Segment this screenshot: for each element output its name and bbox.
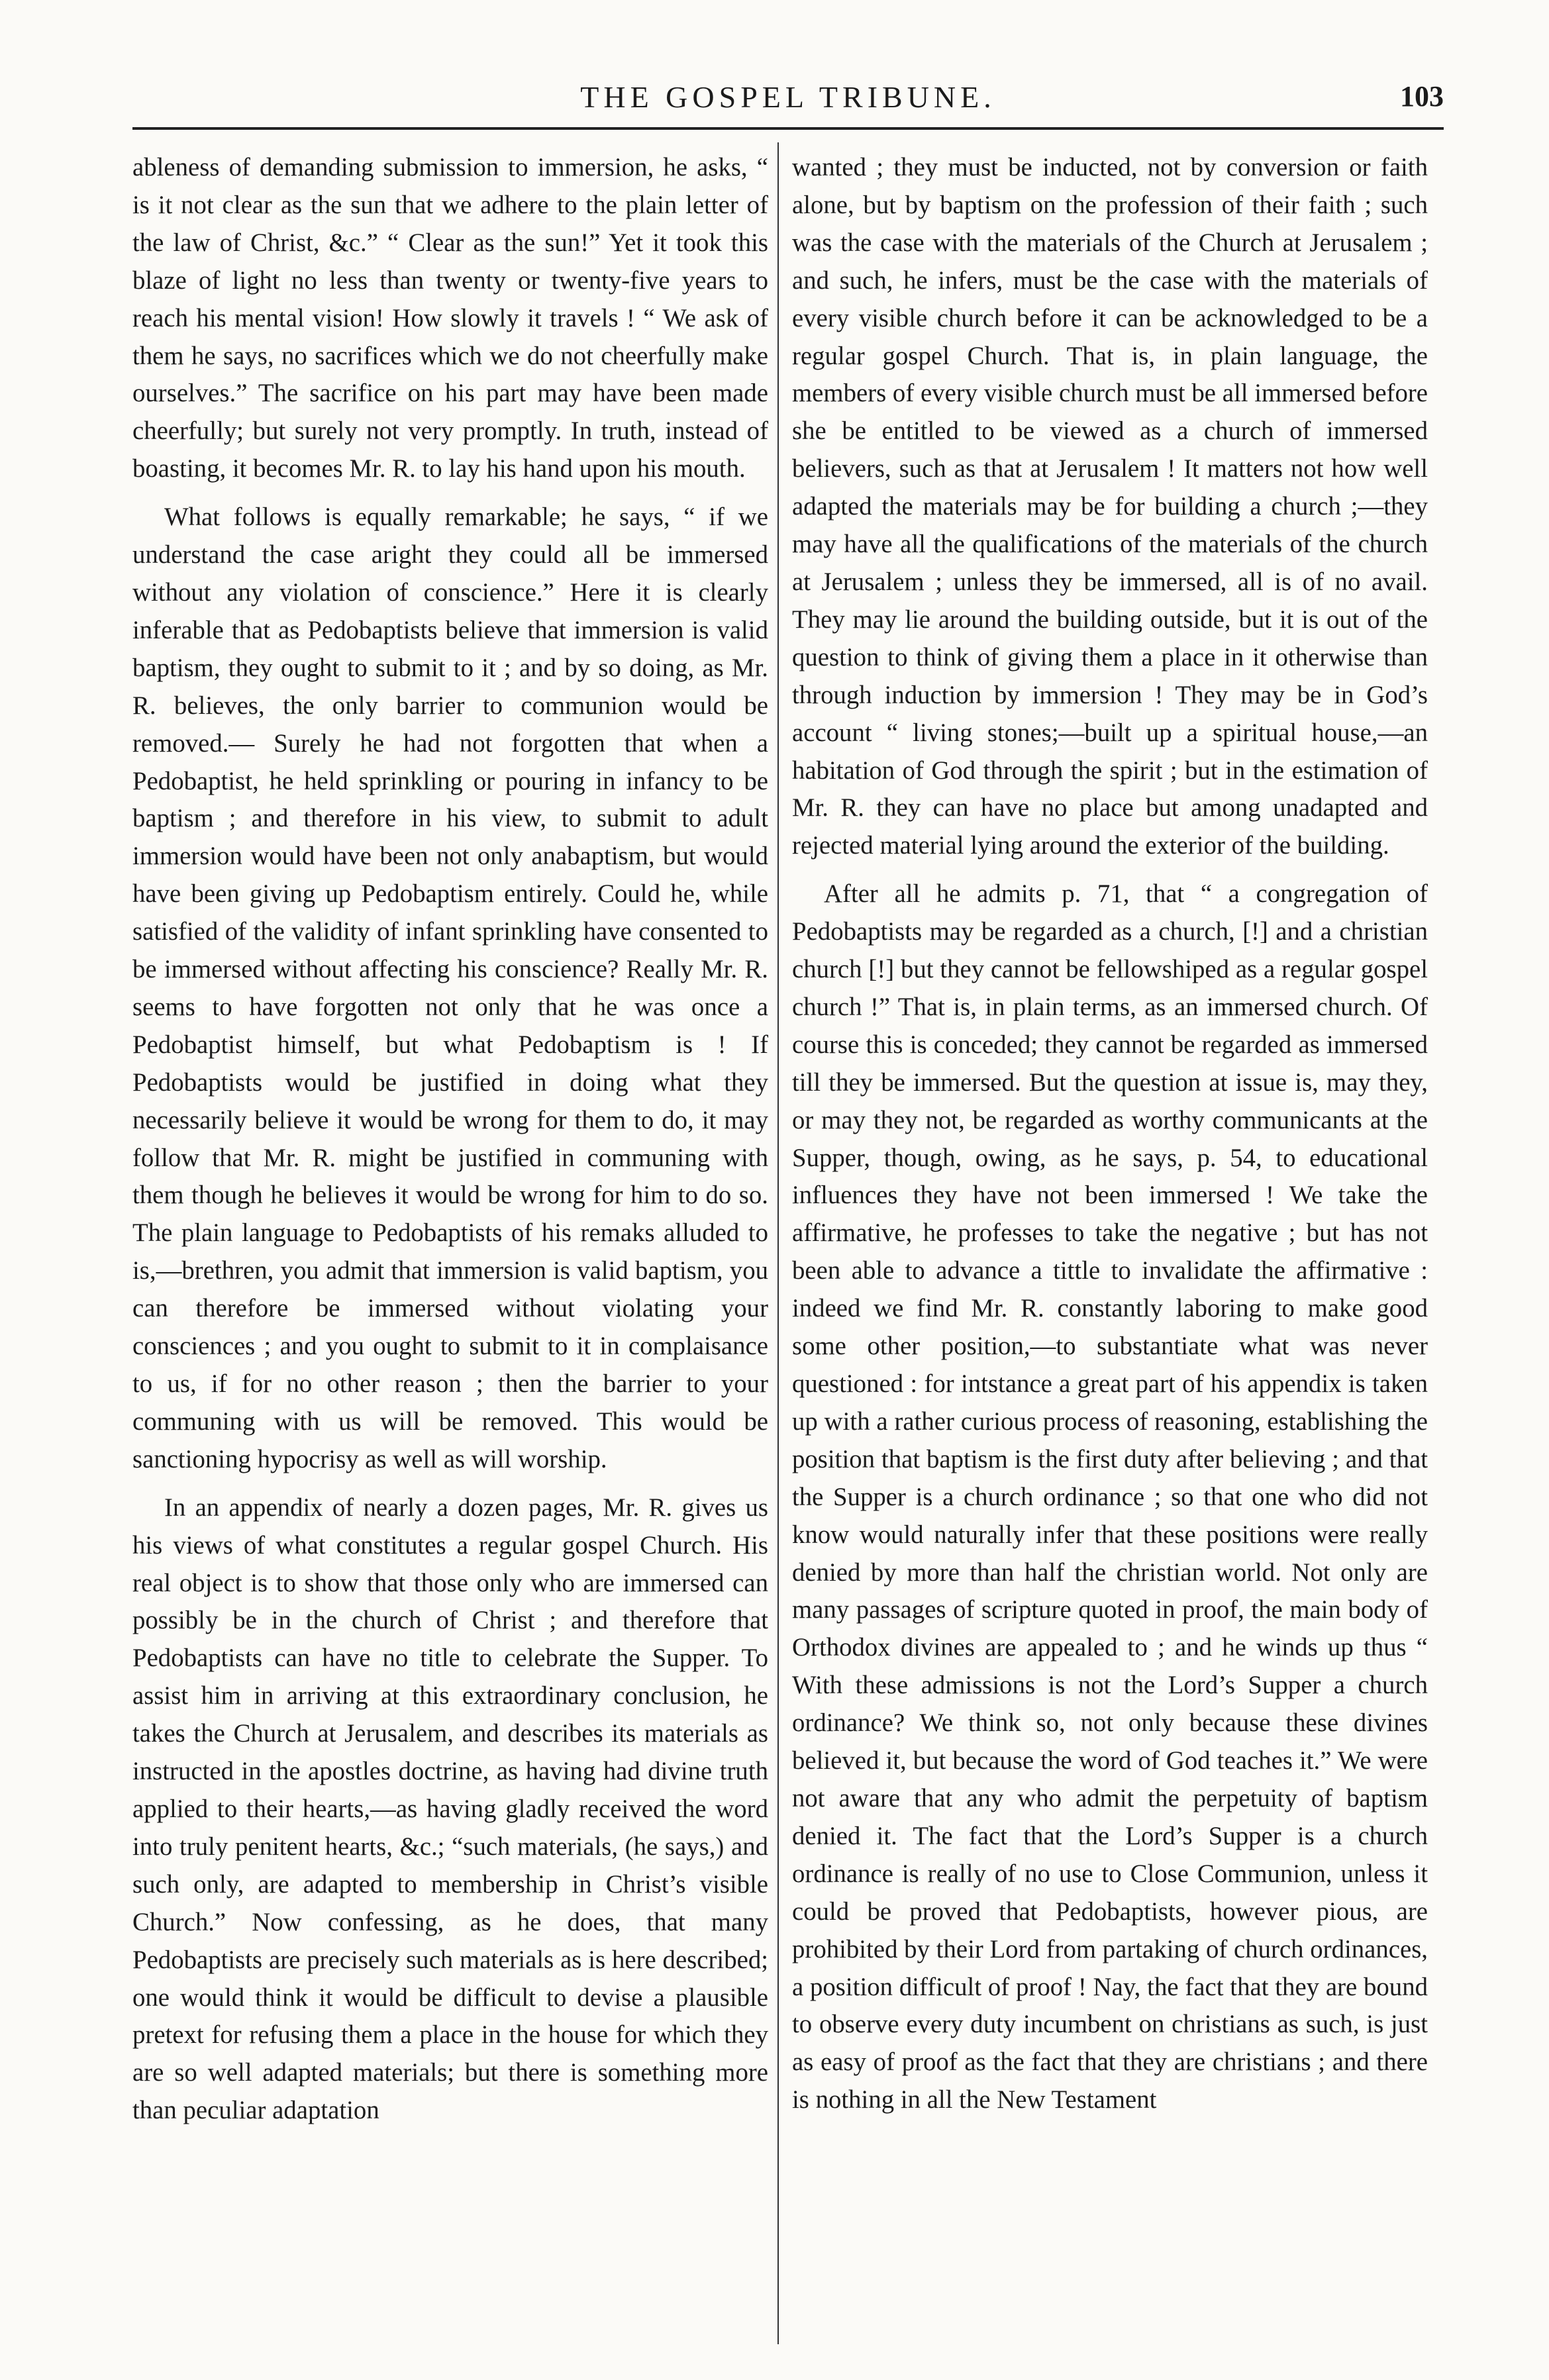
column-divider (777, 142, 779, 2344)
right-paragraph-1: wanted ; they must be inducted, not by conversion or faith alone, but by baptism on the profession of their faith ; such was the case with the materials of the Church at Jerusalem ; and such, he infers, must be the case with the materials of every visible church before it can be acknowledged to be a regular gospel Church. That is, in plain language, the members of every visible church must be all immersed before she be entitled to be viewed as a church of immersed believers, such as that at Jerusalem ! It matters not how well adapted the materials may be for building a church ;—they may have all the qualifications of the materials of the church at Jerusalem ; unless they be immersed, all is of no avail. They may lie around the building outside, but it is out of the question to think of giving them a place in it otherwise than through induction by immersion ! They may be in God’s account “ living stones;—built up a spiritual house,—an habitation of God through the spirit ; but in the estimation of Mr. R. they can have no place but among unadapted and rejected material lying around the exterior of the building. (792, 153, 1428, 860)
page-header (132, 79, 1444, 119)
left-column (132, 149, 768, 2130)
running-title: THE GOSPEL TRIBUNE. (580, 80, 996, 114)
page-number: 103 (1400, 80, 1444, 113)
right-paragraph-2: After all he admits p. 71, that “ a congregation of Pedobaptists may be regarded as a church, [!] and a christian church [!] but they cannot be fellowshiped as a regular gospel church !” That is, in plain terms, as an immersed church. Of course this is conceded; they cannot be regarded as immersed till they be immersed. But the question at issue is, may they, or may they not, be regarded as worthy communicants at the Supper, though, owing, as he says, p. 54, to educational influences they have not been immersed ! We take the affirmative, he professes to take the negative ; but has not been able to advance a tittle to invalidate the affirmative : indeed we find Mr. R. constantly laboring to make good some other position,—to substantiate what was never questioned : for intstance a great part of his appendix is taken up with a rather curious process of reasoning, establishing the position that baptism is the first duty after believing ; and that the Supper is a church ordinance ; so that one who did not know would naturally infer that these positions were really denied by more than half the christian world. Not only are many passages of scripture quoted in proof, the main body of Orthodox divines are appealed to ; and he winds up thus “ With these admissions is not the Lord’s Supper a church ordinance? We think so, not only because these divines believed it, but because the word of God teaches it.” We were not aware that any who admit the perpetuity of baptism denied it. The fact that the Lord’s Supper is a church ordinance is really of no use to Close Communion, unless it could be proved that Pedobaptists, however pious, are prohibited by their Lord from partaking of church ordinances, a position difficult of proof ! Nay, the fact that they are bound to observe every duty incumbent on christians as such, is just as easy of proof as the fact that they are christians ; and there is nothing in all the New Testament (792, 879, 1428, 2114)
right-column (792, 149, 1428, 2119)
left-paragraph-2: What follows is equally remarkable; he says, “ if we understand the case aright they could all be immersed without any violation of conscience.” Here it is clearly inferable that as Pedobaptists believe that immersion is valid baptism, they ought to submit to it ; and by so doing, as Mr. R. believes, the only barrier to communion would be removed.— Surely he had not forgotten that when a Pedobaptist, he held sprinkling or pouring in infancy to be baptism ; and therefore in his view, to submit to adult immersion would have been not only anabaptism, but would have been giving up Pedobaptism entirely. Could he, while satisfied of the validity of infant sprinkling have consented to be immersed without affecting his conscience? Really Mr. R. seems to have forgotten not only that he was once a Pedobaptist himself, but what Pedobaptism is ! If Pedobaptists would be justified in doing what they necessarily believe it would be wrong for them to do, it may follow that Mr. R. might be justified in communing with them though he believes it would be wrong for him to do so. The plain language to Pedobaptists of his remaks alluded to is,—brethren, you admit that immersion is valid baptism, you can therefore be immersed without violating your consciences ; and you ought to submit to it in complaisance to us, if for no other reason ; then the barrier to your communing with us will be removed. This would be sanctioning hypocrisy as well as will worship. (132, 503, 768, 1473)
left-paragraph-1: ableness of demanding submission to immersion, he asks, “ is it not clear as the sun that we adhere to the plain letter of the law of Christ, &c.” “ Clear as the sun!” Yet it took this blaze of light no less than twenty or twenty-five years to reach his mental vision! How slowly it travels ! “ We ask of them he says, no sacrifices which we do not cheerfully make ourselves.” The sacrifice on his part may have been made cheerfully; but surely not very promptly. In truth, instead of boasting, it becomes Mr. R. to lay his hand upon his mouth. (132, 153, 768, 483)
header-rule (132, 127, 1444, 130)
left-paragraph-3: In an appendix of nearly a dozen pages, Mr. R. gives us his views of what constitutes a regular gospel Church. His real object is to show that those only who are immersed can possibly be in the church of Christ ; and therefore that Pedobaptists can have no title to celebrate the Supper. To assist him in arriving at this extraordinary conclusion, he takes the Church at Jerusalem, and describes its materials as instructed in the apostles doctrine, as having had divine truth applied to their hearts,—as having gladly received the word into truly penitent hearts, &c.; “such materials, (he says,) and such only, are adapted to membership in Christ’s visible Church.” Now confessing, as he does, that many Pedobaptists are precisely such materials as is here described; one would think it would be difficult to devise a plausible pretext for refusing them a place in the house for which they are so well adapted materials; but there is something more than peculiar adaptation (132, 1493, 768, 2125)
